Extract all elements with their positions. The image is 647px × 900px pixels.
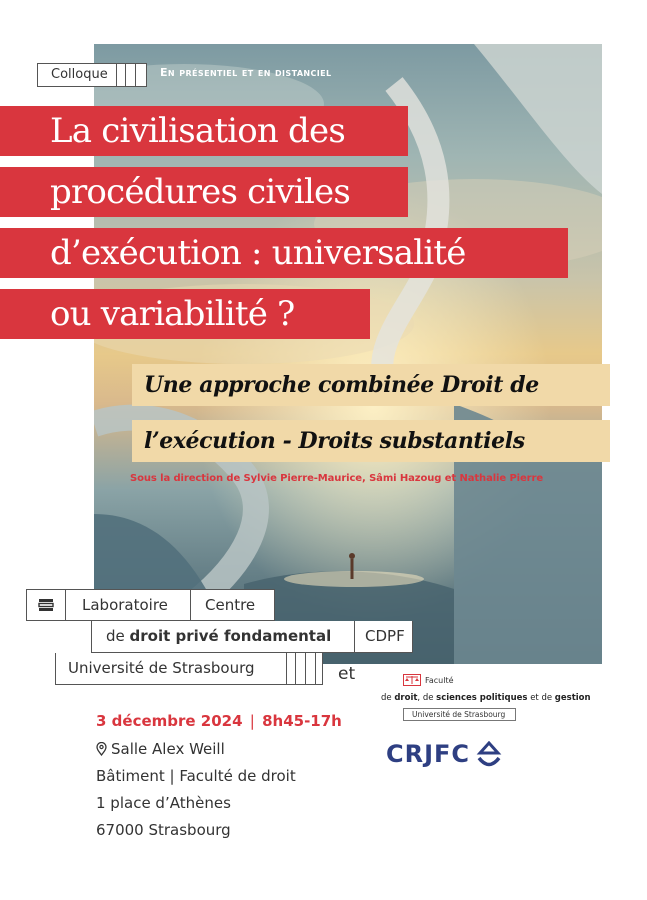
event-type-tag: Colloque — [37, 63, 117, 87]
lab-name-bold: droit privé fondamental — [129, 627, 332, 645]
attendance-mode: En présentiel et en distanciel — [160, 66, 332, 79]
title-line-2: procédures civiles — [0, 167, 408, 217]
event-building: Bâtiment | Faculté de droit — [96, 767, 296, 785]
organizers: Sous la direction de Sylvie Pierre-Maurice, Sâmi Hazoug et Nathalie Pierre — [130, 473, 544, 484]
book-icon-box — [26, 589, 66, 621]
event-city: 67000 Strasbourg — [96, 821, 231, 839]
faculty-name: Faculté — [425, 676, 454, 685]
event-street: 1 place d’Athènes — [96, 794, 231, 812]
faculty-university: Université de Strasbourg — [403, 708, 516, 721]
subtitle-line-2: l’exécution - Droits substantiels — [132, 420, 610, 462]
scales-icon — [403, 674, 421, 686]
lab-name — [91, 621, 355, 653]
event-date: 3 décembre 2024 | 8h45-17h — [96, 712, 342, 730]
crjfc-emblem-icon — [476, 741, 502, 769]
title-line-1: La civilisation des — [0, 106, 408, 156]
location-pin-icon — [96, 742, 107, 756]
decorative-lines — [117, 63, 147, 87]
faculty-disciplines: de droit, de sciences politiques et de gestion — [381, 693, 591, 703]
event-room: Salle Alex Weill — [96, 740, 225, 758]
title-line-4: ou variabilité ? — [0, 289, 370, 339]
centre-label: Centre — [191, 589, 275, 621]
lab-name-prefix: de — [106, 627, 130, 645]
partner-logo: CRJFC — [386, 740, 471, 768]
conjunction: et — [338, 664, 356, 684]
lab-university: Université de Strasbourg — [55, 653, 287, 685]
decorative-lines — [287, 653, 323, 685]
subtitle-line-1: Une approche combinée Droit de — [132, 364, 610, 406]
lab-acronym: CDPF — [355, 621, 413, 653]
lab-label: Laboratoire — [66, 589, 191, 621]
event-time: 8h45-17h — [262, 712, 342, 730]
book-icon — [38, 598, 54, 612]
title-line-3: d’exécution : universalité — [0, 228, 568, 278]
